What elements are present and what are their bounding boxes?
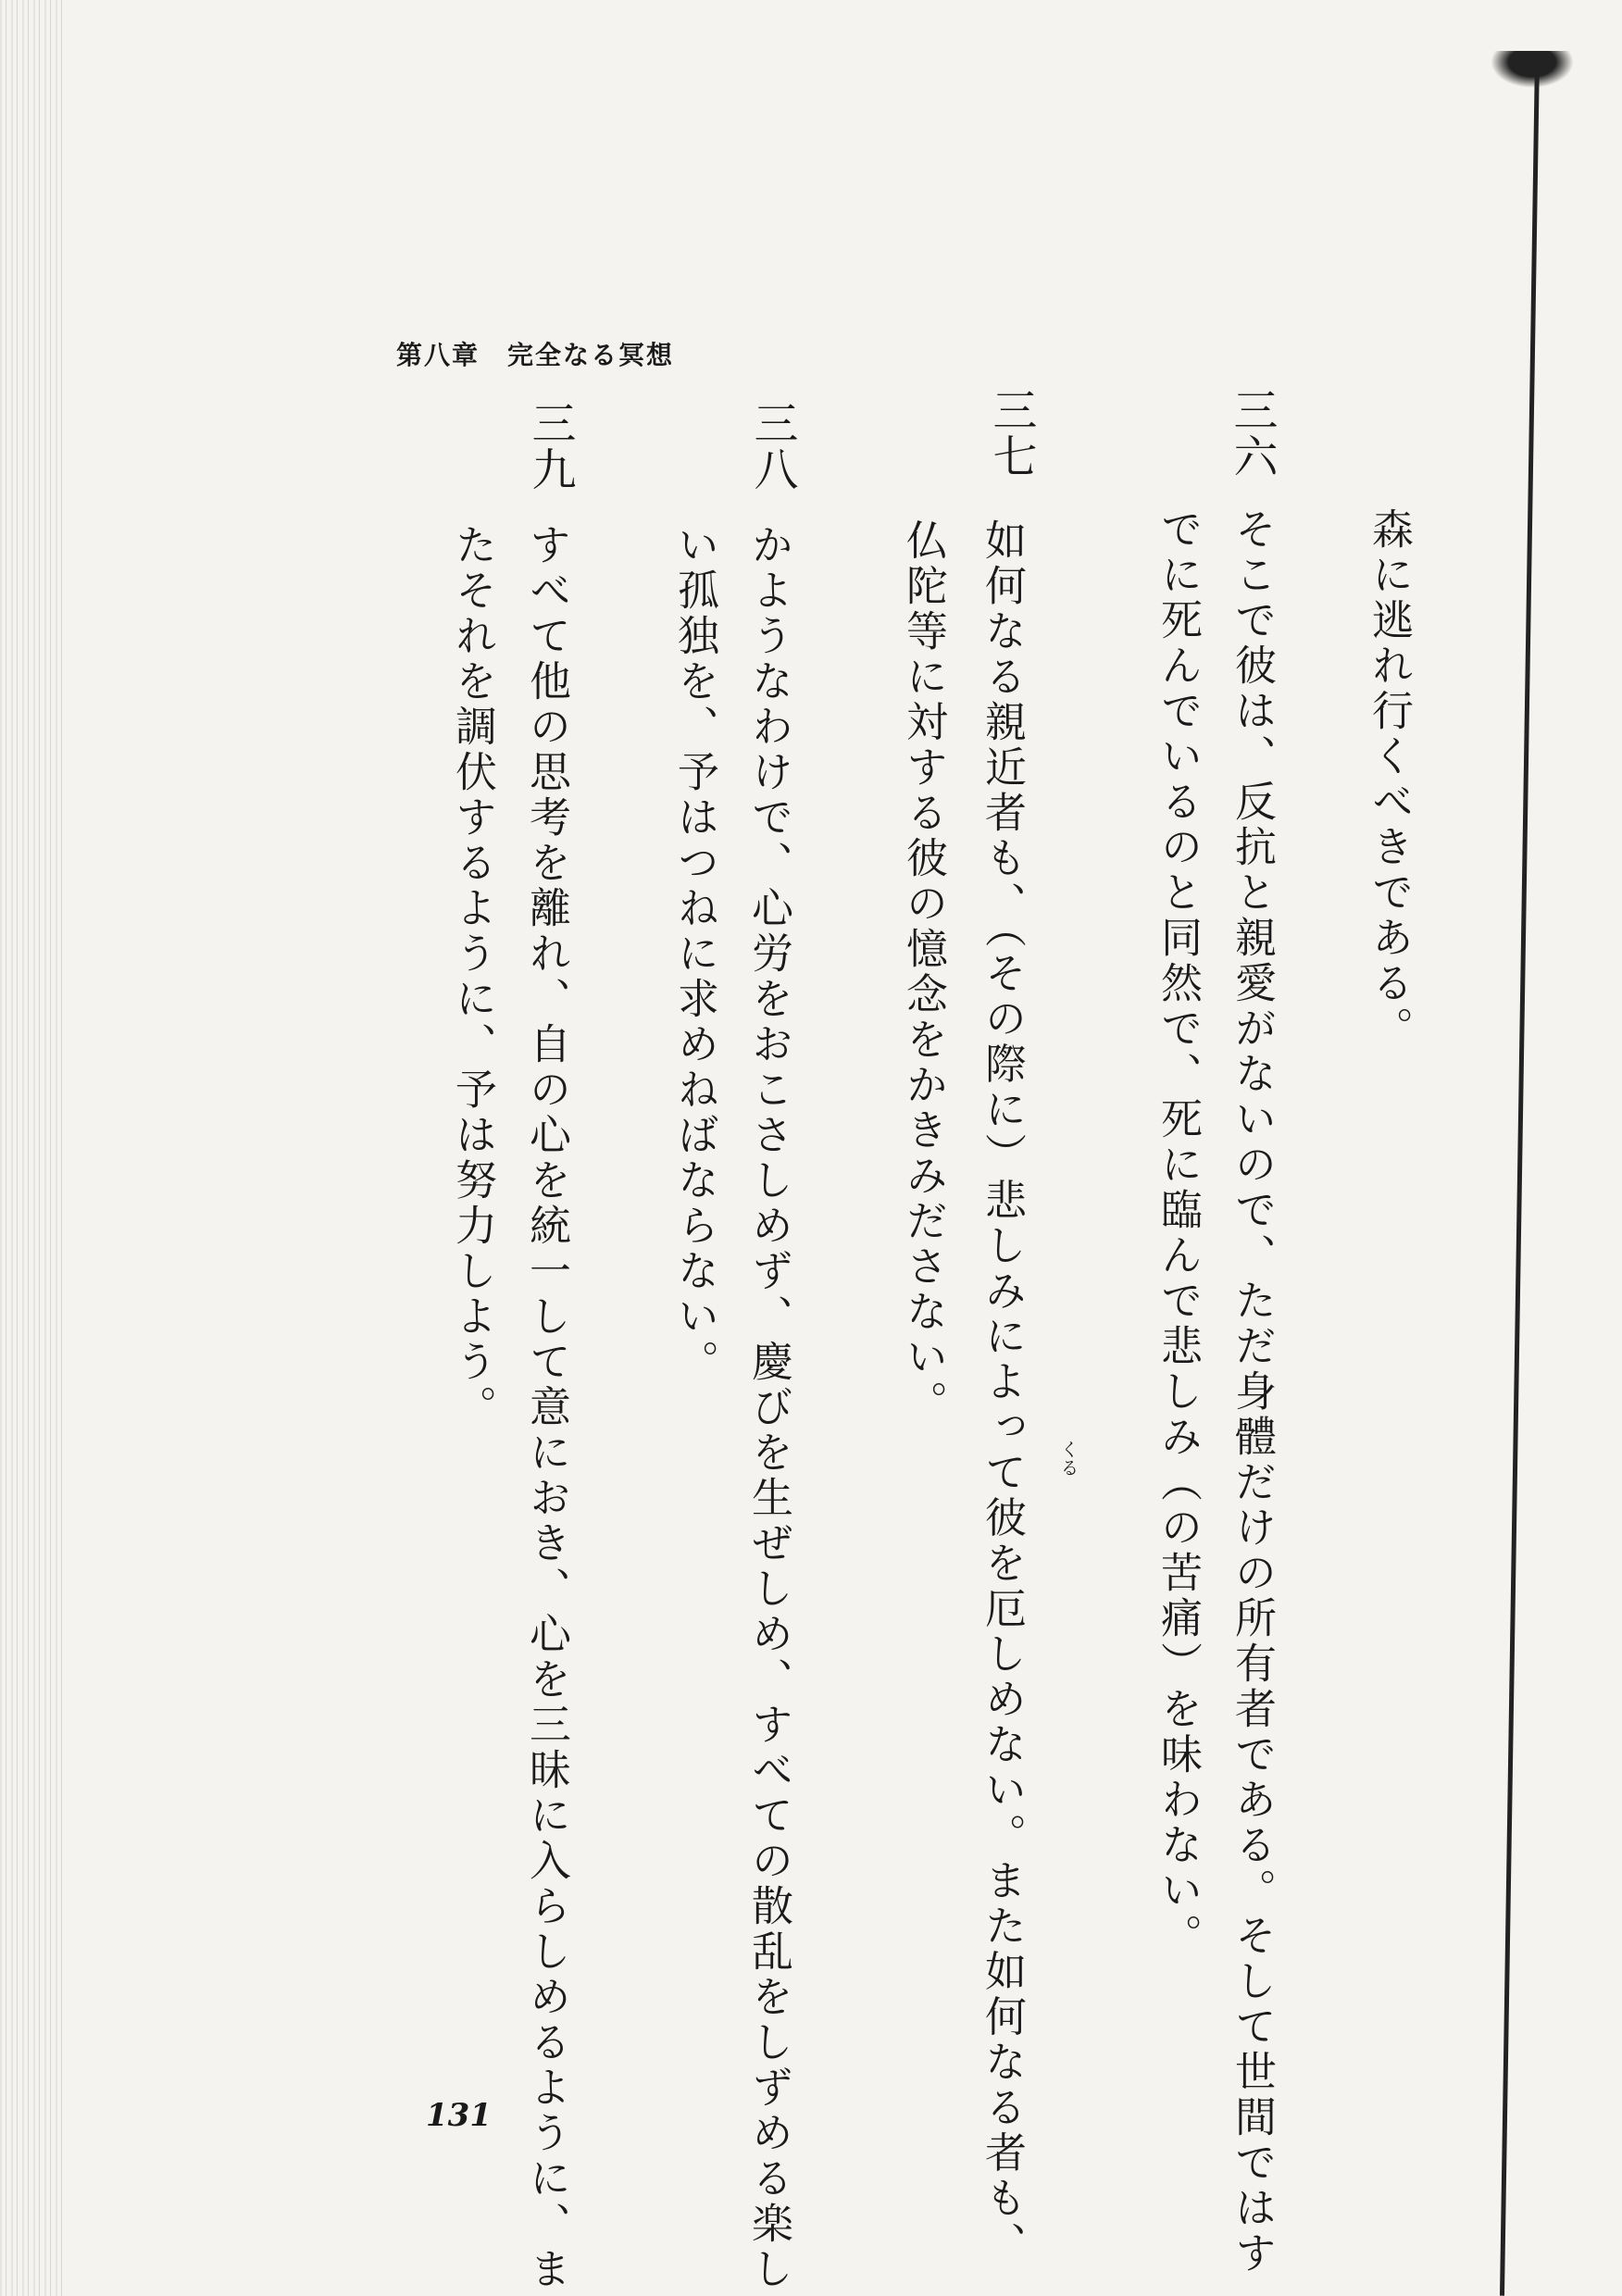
text-column-9: たそれを調伏するように、予は努力しよう。 (448, 523, 497, 1430)
verse-number-37: 三七 (985, 387, 1037, 480)
scan-spine-blot (1491, 51, 1574, 88)
verse-number-36: 三六 (1226, 387, 1278, 480)
text-column-2: そこで彼は、反抗と親愛がないので、ただ身體だけの所有者である。そして世間ではす (1228, 507, 1277, 2277)
text-column-7: い孤独を、予はつねに求めねばならない。 (670, 523, 719, 1385)
text-column-4: 如何なる親近者も、（その際に）悲しみによって彼を厄しめない。また如何なる者も、 (978, 518, 1027, 2267)
running-head: 第八章 完全なる冥想 (396, 340, 675, 370)
text-column-5: 仏陀等に対する彼の憶念をかきみださない。 (899, 518, 948, 1426)
verse-number-38: 三八 (746, 400, 798, 493)
text-column-6: かようなわけで、心労をおこさしめず、慶びを生ぜしめ、すべての散乱をしずめる楽し (744, 523, 793, 2292)
page-number: 131 (426, 2097, 492, 2134)
book-spine-line (1500, 56, 1540, 2296)
verse-number-39: 三九 (524, 400, 576, 493)
text-column-1: 森に逃れ行くべきである。 (1365, 507, 1414, 1052)
text-column-8: すべて他の思考を離れ、自の心を統一して意におき、心を三昧に入らしめるように、ま (522, 523, 571, 2292)
ruby-annotation: くる (1057, 1440, 1079, 1477)
scan-edge-shadow (0, 0, 65, 2296)
text-column-3: でに死んでいるのと同然で、死に臨んで悲しみ（の苦痛）を味わない。 (1154, 507, 1203, 1959)
